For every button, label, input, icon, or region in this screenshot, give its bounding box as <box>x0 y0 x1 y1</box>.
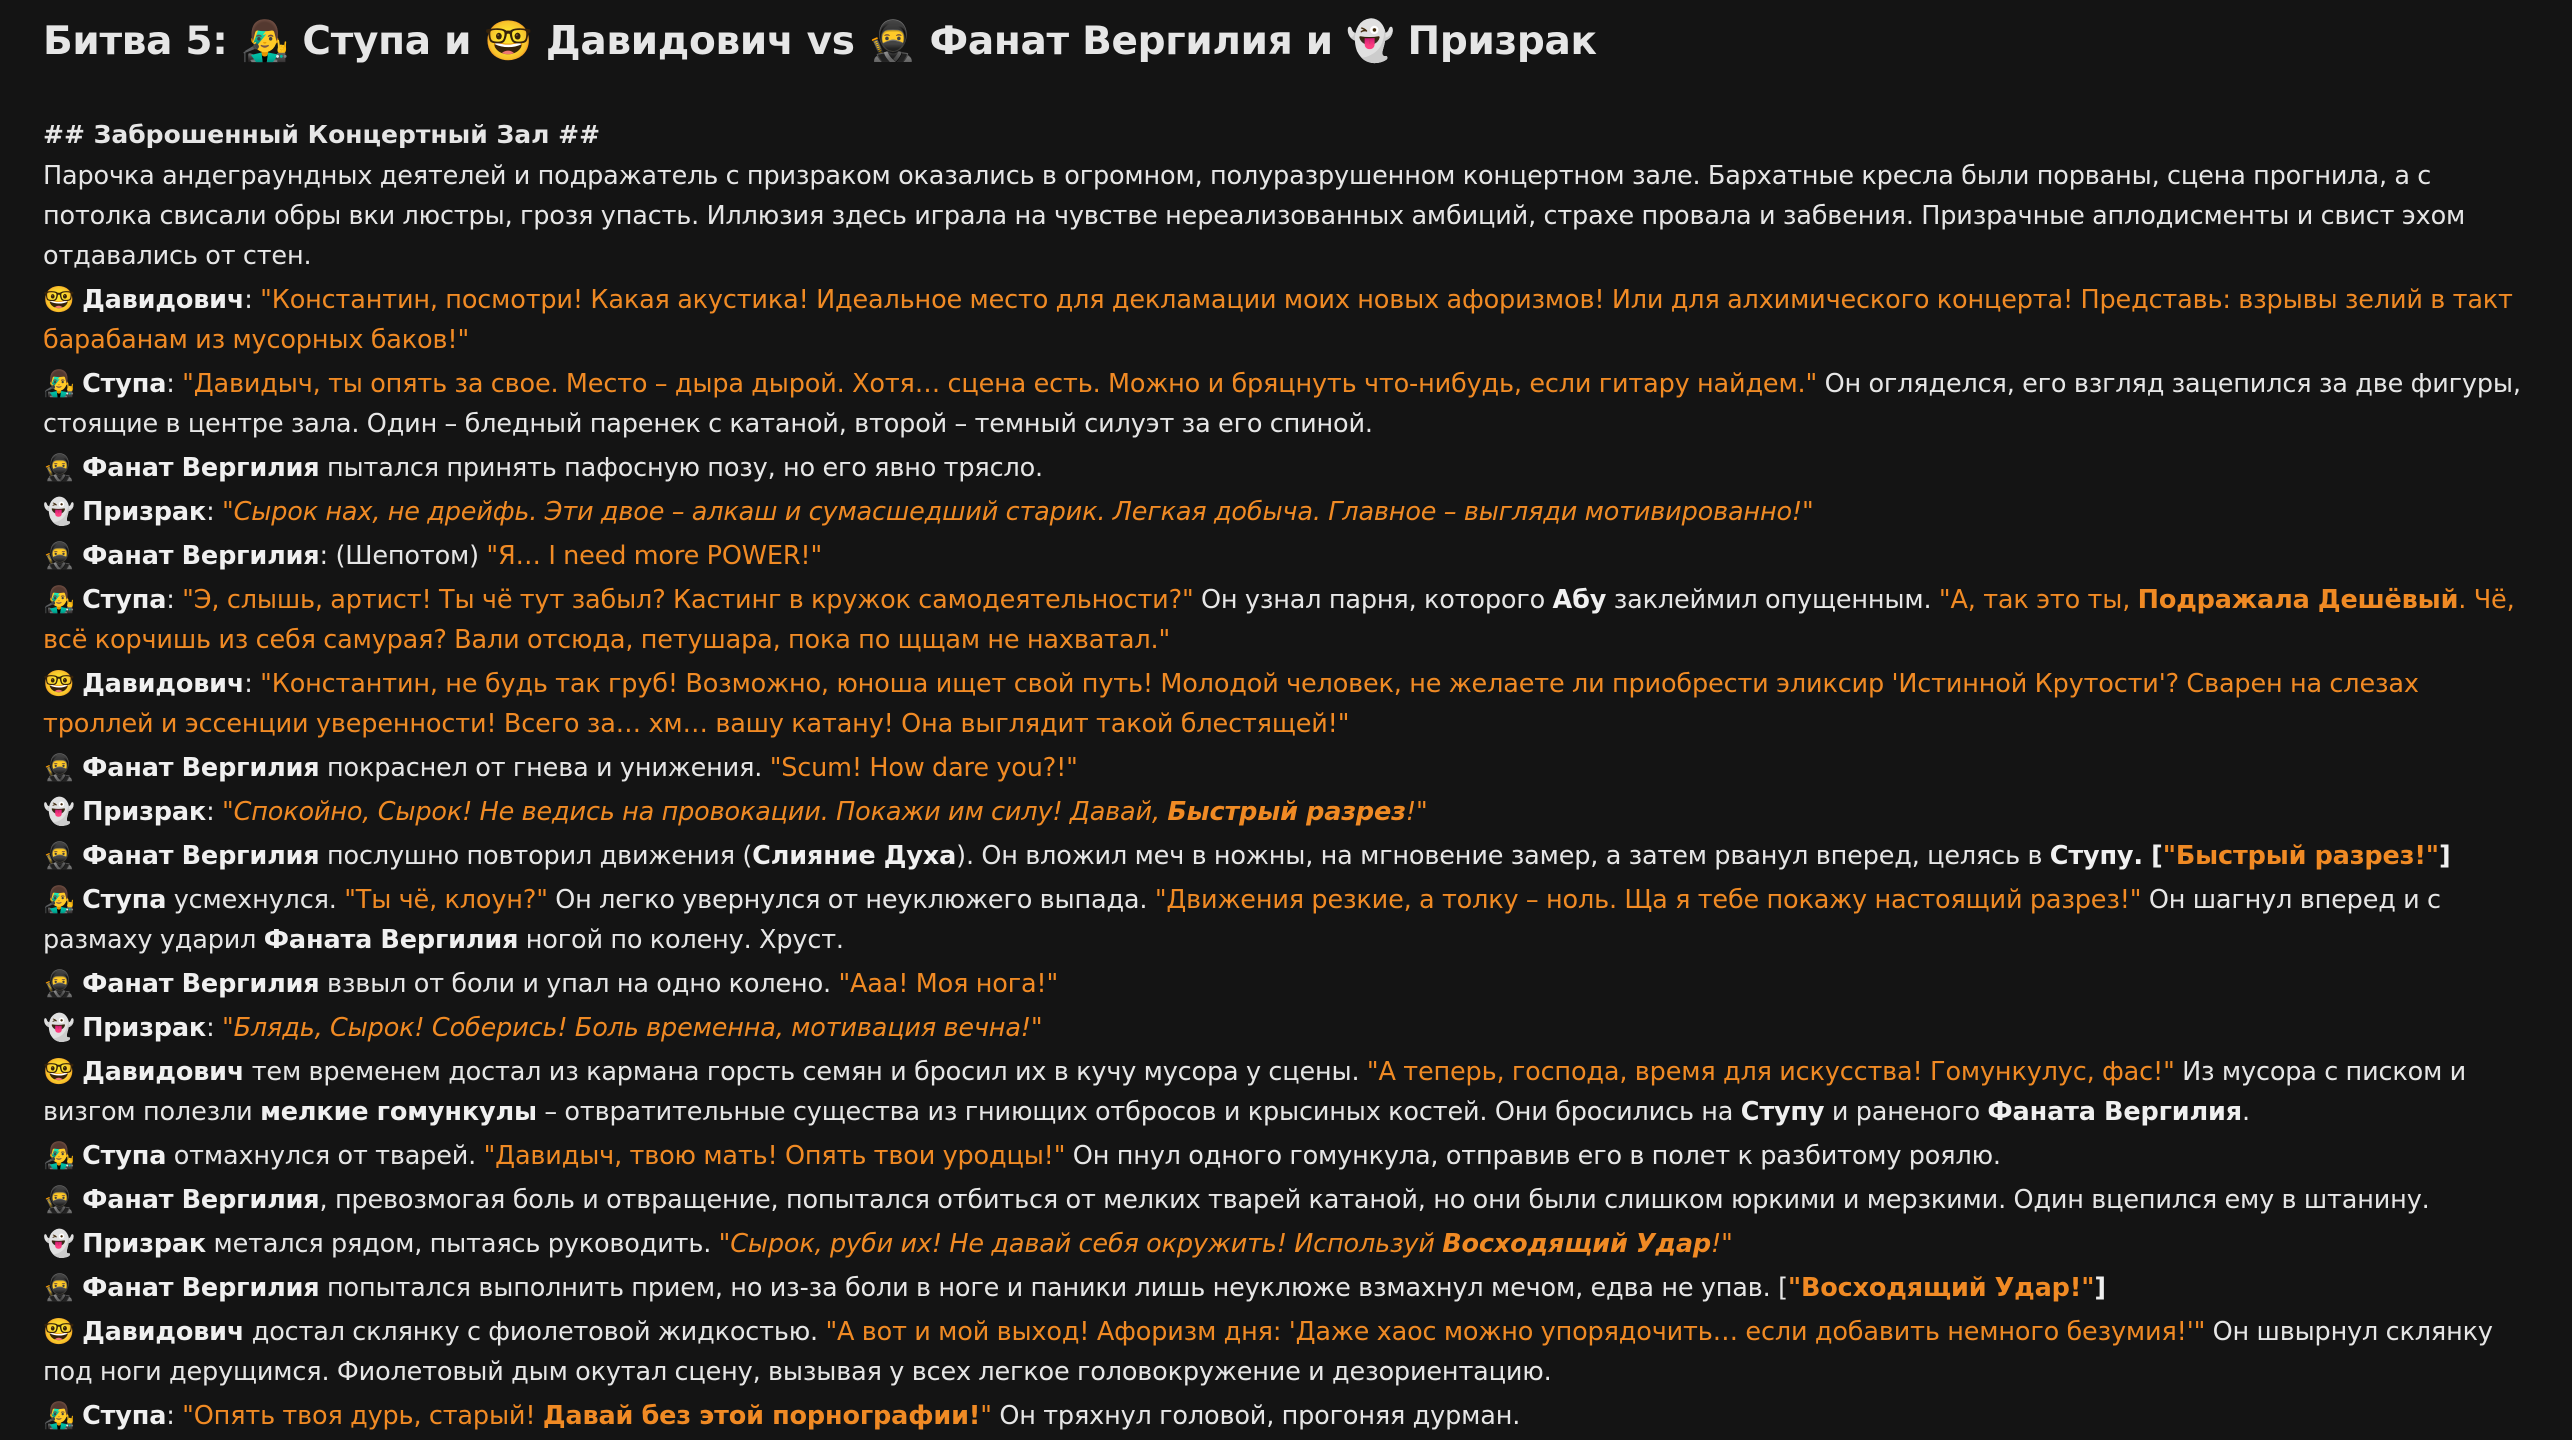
narration-text: : <box>206 797 222 827</box>
character-name: Призрак <box>82 1229 207 1259</box>
dialogue-italic-emphasis: Восходящий Удар <box>1442 1229 1712 1259</box>
character-name: . [ <box>2133 841 2163 871</box>
dialogue-text: "А вот и мой выход! Афоризм дня: 'Даже хаос можно упорядочить… если добавить немного безумия!'" <box>825 1317 2206 1347</box>
narration-text: 🥷 <box>43 541 83 571</box>
dialogue-emphasis: "Восходящий Удар!" <box>1787 1273 2095 1303</box>
story-line <box>43 964 2533 1004</box>
narration-text: : <box>166 1401 183 1431</box>
narration-text: 🥷 <box>43 1185 83 1215</box>
story-line <box>43 1224 2533 1264</box>
dialogue-text: " <box>1802 497 1814 527</box>
narration-text: : <box>206 497 222 527</box>
narration-text: : <box>206 1013 222 1043</box>
character-name: ] <box>2094 1273 2106 1303</box>
dialogue-text: "Э, слышь, артист! Ты чё тут забыл? Кастинг в кружок самодеятельности?" <box>182 585 1194 615</box>
story-line <box>43 1180 2533 1220</box>
narration-text: 👨‍🎤 <box>43 369 83 399</box>
document <box>43 0 2533 1440</box>
narration-text: Он легко увернулся от неуклюжего выпада. <box>547 885 1155 915</box>
character-name: Давидович <box>82 669 245 699</box>
dialogue-text: "Движения резкие, а толку – ноль. Ща я тебе покажу настоящий разрез!" <box>1154 885 2142 915</box>
character-name: Фанат Вергилия <box>82 969 320 999</box>
story-line <box>43 156 2533 276</box>
narration-text: – отвратительные существа из гниющих отбросов и крысиных костей. Они бросились на <box>536 1097 1741 1127</box>
narration-text: Он огляделся, его взгляд зацепился за две фигуры, стоящие в центре зала. Один – бледный паренек с катаной, второй – темный силуэт за его спиной. <box>43 369 2521 439</box>
narration-text: . <box>2241 1097 2250 1127</box>
story-line <box>43 1396 2533 1436</box>
character-name: Фанат Вергилия <box>82 1185 320 1215</box>
narration-text: : <box>166 585 183 615</box>
dialogue-italic: ! <box>1405 797 1416 827</box>
narration-text: 👨‍🎤 <box>43 1141 83 1171</box>
dialogue-text: "Константин, не будь так груб! Возможно, юноша ищет свой путь! Молодой человек, не желаете ли приобрести эликсир 'Истинной Крутости'? Сварен на слезах троллей и эссенции уверенности! Всего за… хм… вашу катану! Она выглядит такой блестящей!" <box>43 669 2419 739</box>
narration-text: усмехнулся. <box>166 885 345 915</box>
character-name: Ступу <box>1740 1097 1825 1127</box>
story-line <box>43 664 2533 744</box>
narration-text: 👻 <box>43 797 83 827</box>
character-name: Ступа <box>82 1141 167 1171</box>
narration-text: Парочка андеграундных деятелей и подражатель с призраком оказались в огромном, полуразрушенном концертном зале. Бархатные кресла были порваны, сцена прогнила, а с потолка свисали обры вки люстры, грозя упасть. Иллюзия здесь играла на чувстве нереализованных амбиций, страхе провала и забвения. Призрачные аплодисменты и свист эхом отдавались от стен. <box>43 161 2466 271</box>
dialogue-italic: Блядь, Сырок! Соберись! Боль временна, мотивация вечна! <box>233 1013 1031 1043</box>
dialogue-italic: Спокойно, Сырок! Не ведись на провокации. Покажи им силу! Давай, <box>233 797 1168 827</box>
dialogue-italic: Сырок, руби их! Не давай себя окружить! Используй <box>730 1229 1443 1259</box>
character-name: Ступа <box>82 885 167 915</box>
dialogue-text: " <box>221 797 234 827</box>
story-line <box>43 880 2533 960</box>
narration-text: , превозмогая боль и отвращение, попытался отбиться от мелких тварей катаной, но они были слишком юркими и мерзкими. Один вцепился ему в штанину. <box>319 1185 2430 1215</box>
scene-heading: ## Заброшенный Концертный Зал ## <box>43 120 601 149</box>
dialogue-text: "А теперь, господа, время для искусства! Гомункулус, фас!" <box>1366 1057 2175 1087</box>
story-line <box>43 536 2533 576</box>
dialogue-italic-emphasis: Быстрый разрез <box>1167 797 1406 827</box>
story-line <box>43 1136 2533 1176</box>
character-name: Фаната Вергилия <box>263 925 519 955</box>
dialogue-text: " <box>718 1229 731 1259</box>
narration-text: 🤓 <box>43 1317 83 1347</box>
dialogue-text: " <box>1415 797 1428 827</box>
narration-text: 👨‍🎤 <box>43 1401 83 1431</box>
narration-text: : <box>166 369 183 399</box>
story-line <box>43 448 2533 488</box>
narration-text: покраснел от гнева и унижения. <box>319 753 770 783</box>
narration-text: Он шагнул вперед и с размаху ударил <box>43 885 2441 955</box>
story-line <box>43 836 2533 876</box>
narration-text: : <box>244 669 261 699</box>
dialogue-text: "Ты чё, клоун?" <box>344 885 548 915</box>
narration-text: послушно повторил движения ( <box>319 841 753 871</box>
story-line <box>43 280 2533 360</box>
page-title: Битва 5: 👨‍🎤 Ступа и 🤓 Давидович vs 🥷 Фанат Вергилия и 👻 Призрак <box>43 19 1597 64</box>
narration-text: достал склянку с фиолетовой жидкостью. <box>244 1317 826 1347</box>
narration-text: пытался принять пафосную позу, но его явно трясло. <box>319 453 1044 483</box>
character-name: Фанат Вергилия <box>82 1273 320 1303</box>
dialogue-emphasis: "Быстрый разрез!" <box>2162 841 2439 871</box>
character-name: мелкие гомункулы <box>260 1097 537 1127</box>
character-name: Давидович <box>82 1317 245 1347</box>
narration-text: ). Он вложил меч в ножны, на мгновение замер, а затем рванул вперед, целясь в <box>956 841 2050 871</box>
dialogue-text: " <box>1721 1229 1733 1259</box>
narration-text: Он узнал парня, которого <box>1193 585 1553 615</box>
narration-text: отмахнулся от тварей. <box>166 1141 484 1171</box>
dialogue-text: " <box>221 497 234 527</box>
character-name: Ступа <box>82 1401 167 1431</box>
story-line <box>43 1008 2533 1048</box>
narration-text: Из мусора с писком и визгом полезли <box>43 1057 2467 1127</box>
narration-text: 🤓 <box>43 1057 83 1087</box>
character-name: Давидович <box>82 285 245 315</box>
dialogue-text: "Я… I need more POWER!" <box>486 541 823 571</box>
narration-text: попытался выполнить прием, но из-за боли в ноге и паники лишь неуклюже взмахнул мечом, едва не упав. [ <box>319 1273 1788 1303</box>
story-line <box>43 792 2533 832</box>
narration-text: заклеймил опущенным. <box>1606 585 1939 615</box>
character-name: Абу <box>1552 585 1607 615</box>
narration-text: 👻 <box>43 1013 83 1043</box>
narration-text: взвыл от боли и упал на одно колено. <box>319 969 839 999</box>
narration-text: 👻 <box>43 497 83 527</box>
character-name: Давидович <box>82 1057 245 1087</box>
narration-text: Он пнул одного гомункула, отправив его в полет к разбитому роялю. <box>1065 1141 2001 1171</box>
dialogue-text: "Давидыч, твою мать! Опять твои уродцы!" <box>483 1141 1066 1171</box>
story-line <box>43 748 2533 788</box>
narration-text: 👨‍🎤 <box>43 885 83 915</box>
character-name: Фаната Вергилия <box>1987 1097 2242 1127</box>
character-name: ] <box>2438 841 2451 871</box>
dialogue-text: "Опять твоя дурь, старый! <box>182 1401 543 1431</box>
narration-text: 🥷 <box>43 753 83 783</box>
narration-text: и раненого <box>1824 1097 1988 1127</box>
dialogue-text: "А, так это ты, <box>1938 585 2138 615</box>
character-name: Слияние Духа <box>752 841 957 871</box>
character-name: Ступа <box>82 369 167 399</box>
character-name: Призрак <box>82 497 207 527</box>
narration-text: 🥷 <box>43 453 83 483</box>
dialogue-text: "Scum! How dare you?!" <box>769 753 1078 783</box>
narration-text: 🤓 <box>43 669 83 699</box>
character-name: Ступа <box>82 585 167 615</box>
narration-text: : <box>244 285 261 315</box>
character-name: Призрак <box>82 1013 207 1043</box>
dialogue-text: . Чё, всё корчишь из себя самурая? Вали отсюда, петушара, пока по щщам не нахватал." <box>43 585 2515 655</box>
dialogue-text: " <box>221 1013 234 1043</box>
story-line <box>43 1312 2533 1392</box>
dialogue-text: " <box>1030 1013 1043 1043</box>
narration-text: 🥷 <box>43 841 83 871</box>
narration-text: : (Шепотом) <box>319 541 487 571</box>
dialogue-text: "Ааа! Моя нога!" <box>838 969 1059 999</box>
narration-text: Он швырнул склянку под ноги дерущимся. Фиолетовый дым окутал сцену, вызывая у всех легкое головокружение и дезориентацию. <box>43 1317 2493 1387</box>
narration-text: тем временем достал из кармана горсть семян и бросил их в кучу мусора у сцены. <box>244 1057 1367 1087</box>
story-line <box>43 1268 2533 1308</box>
story-line <box>43 492 2533 532</box>
narration-text: 🤓 <box>43 285 83 315</box>
narration-text: 👻 <box>43 1229 83 1259</box>
narration-text: 🥷 <box>43 969 83 999</box>
dialogue-text: "Давидыч, ты опять за свое. Место – дыра дырой. Хотя… сцена есть. Можно и бряцнуть что-нибудь, если гитару найдем." <box>182 369 1818 399</box>
dialogue-text: " <box>980 1401 992 1431</box>
character-name: Фанат Вергилия <box>82 753 320 783</box>
story-line <box>43 580 2533 660</box>
dialogue-text: "Константин, посмотри! Какая акустика! Идеальное место для декламации моих новых афоризмов! Или для алхимического концерта! Представь: взрывы зелий в такт барабанам из мусорных баков!" <box>43 285 2513 355</box>
story-line <box>43 364 2533 444</box>
dialogue-italic: ! <box>1711 1229 1722 1259</box>
dialogue-emphasis: Подражала Дешёвый <box>2137 585 2459 615</box>
dialogue-emphasis: Давай без этой порнографии! <box>542 1401 981 1431</box>
story-line <box>43 1052 2533 1132</box>
story-text <box>43 156 2533 1436</box>
character-name: Фанат Вергилия <box>82 453 320 483</box>
dialogue-italic: Сырок нах, не дрейфь. Эти двое – алкаш и сумасшедший старик. Легкая добыча. Главное – выгляди мотивированно! <box>233 497 1803 527</box>
narration-text: 🥷 <box>43 1273 83 1303</box>
character-name: Фанат Вергилия <box>82 841 320 871</box>
character-name: Призрак <box>82 797 207 827</box>
character-name: Ступу <box>2049 841 2134 871</box>
narration-text: метался рядом, пытаясь руководить. <box>206 1229 719 1259</box>
narration-text: Он тряхнул головой, прогоняя дурман. <box>991 1401 1521 1431</box>
narration-text: ногой по колену. Хруст. <box>518 925 844 955</box>
narration-text: 👨‍🎤 <box>43 585 83 615</box>
character-name: Фанат Вергилия <box>82 541 320 571</box>
